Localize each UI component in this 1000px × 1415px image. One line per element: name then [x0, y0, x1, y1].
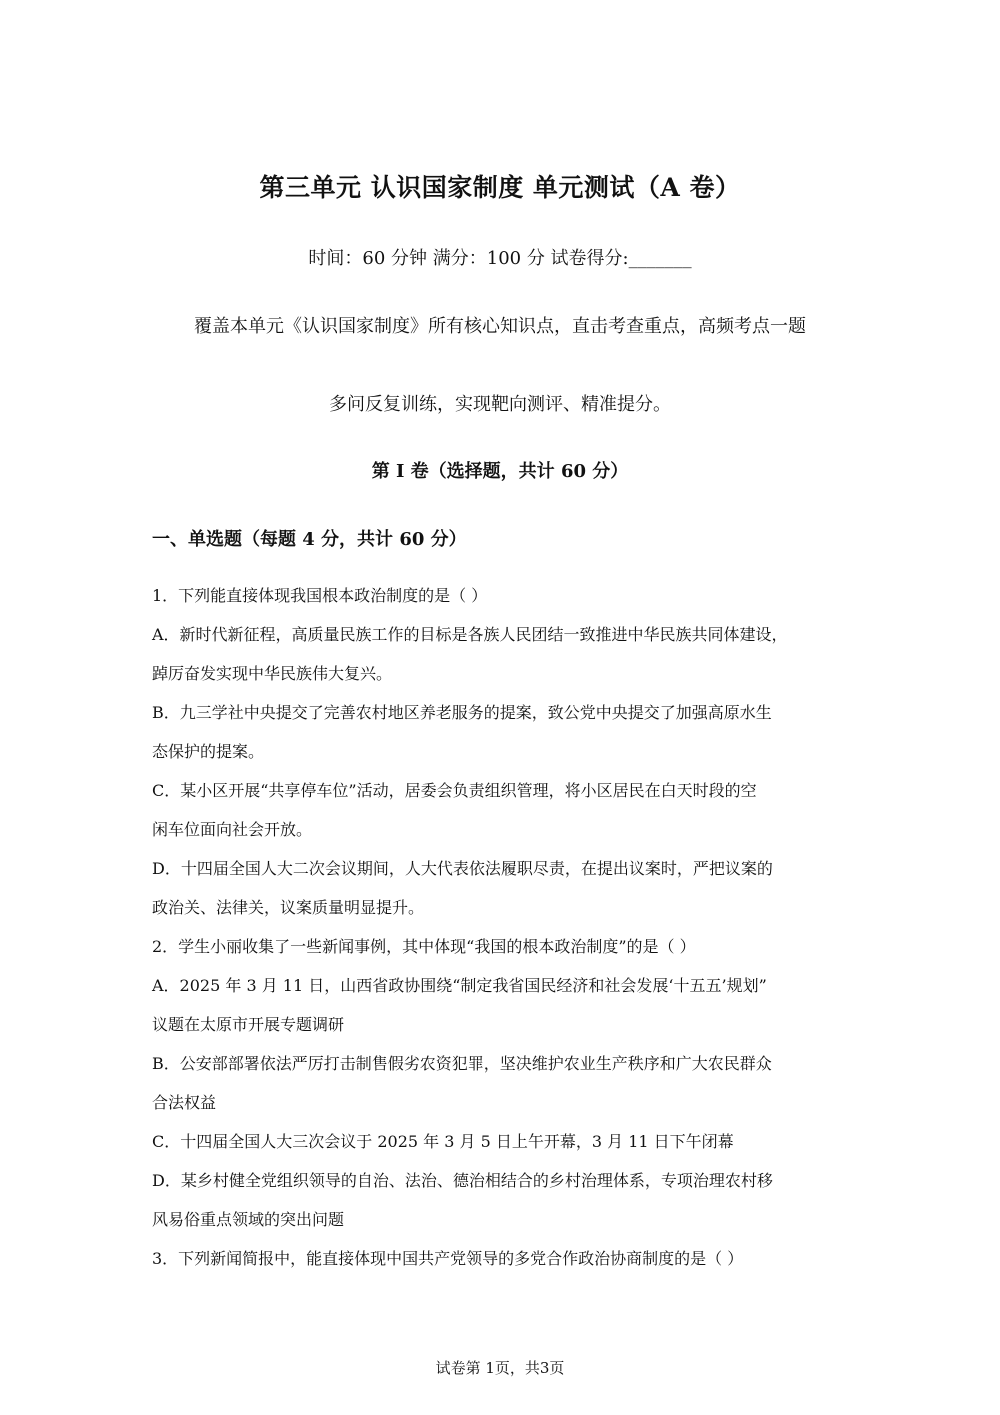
question-stem: 1．下列能直接体现我国根本政治制度的是（ ） [152, 586, 488, 605]
answer-option-line: 合法权益 [152, 1093, 217, 1112]
answer-option-line: 风易俗重点领域的突出问题 [152, 1210, 345, 1229]
question-list [152, 576, 852, 1278]
question-item [152, 576, 852, 927]
question-stem: 3．下列新闻简报中，能直接体现中国共产党领导的多党合作政治协商制度的是（ ） [152, 1249, 744, 1268]
answer-option-line: 政治关、法律关，议案质量明显提升。 [152, 898, 425, 917]
answer-option [152, 1122, 852, 1161]
answer-option [152, 966, 852, 1044]
answer-option [152, 849, 852, 927]
answer-option [152, 615, 852, 693]
intro-line-1: 覆盖本单元《认识国家制度》所有核心知识点，直击考查重点，高频考点一题 [194, 316, 806, 337]
answer-option-line: B．公安部部署依法严厉打击制售假劣农资犯罪，坚决维护农业生产秩序和广大农民群众 [152, 1054, 772, 1073]
answer-option-line: 踔厉奋发实现中华民族伟大复兴。 [152, 664, 393, 683]
answer-option [152, 693, 852, 771]
page-footer: 试卷第 1页，共3页 [435, 1359, 565, 1377]
answer-option-line: 议题在太原市开展专题调研 [152, 1015, 345, 1034]
answer-option [152, 771, 852, 849]
answer-option-line: B．九三学社中央提交了完善农村地区养老服务的提案，致公党中央提交了加强高原水生 [152, 703, 772, 722]
answer-option-line: D．十四届全国人大二次会议期间，人大代表依法履职尽责，在提出议案时，严把议案的 [152, 859, 773, 878]
answer-option-line: A．2025 年 3 月 11 日，山西省政协围绕“制定我省国民经济和社会发展‘十五五’规划” [152, 976, 767, 995]
intro-line-2: 多问反复训练，实现靶向测评、精准提分。 [329, 394, 671, 415]
answer-option-line: C．十四届全国人大三次会议于 2025 年 3 月 5 日上午开幕，3 月 11 日下午闭幕 [152, 1132, 734, 1151]
answer-option-line: 闲车位面向社会开放。 [152, 820, 313, 839]
answer-option-line: A．新时代新征程，高质量民族工作的目标是各族人民团结一致推进中华民族共同体建设， [152, 625, 788, 644]
question-item [152, 1239, 852, 1278]
answer-option [152, 1161, 852, 1239]
question-item [152, 927, 852, 1239]
answer-option-line: 态保护的提案。 [152, 742, 265, 761]
section-title: 第 I 卷（选择题，共计 60 分） [371, 461, 629, 482]
answer-option-line: C．某小区开展“共享停车位”活动，居委会负责组织管理，将小区居民在白天时段的空 [152, 781, 757, 800]
exam-meta: 时间：60 分钟 满分：100 分 试卷得分:_______ [308, 248, 692, 269]
answer-option [152, 1044, 852, 1122]
exam-title: 第三单元 认识国家制度 单元测试（A 卷） [259, 173, 741, 202]
question-stem: 2．学生小丽收集了一些新闻事例，其中体现“我国的根本政治制度”的是（ ） [152, 937, 696, 956]
question-type-heading: 一、单选题（每题 4 分，共计 60 分） [152, 529, 467, 550]
answer-option-line: D．某乡村健全党组织领导的自治、法治、德治相结合的乡村治理体系，专项治理农村移 [152, 1171, 773, 1190]
